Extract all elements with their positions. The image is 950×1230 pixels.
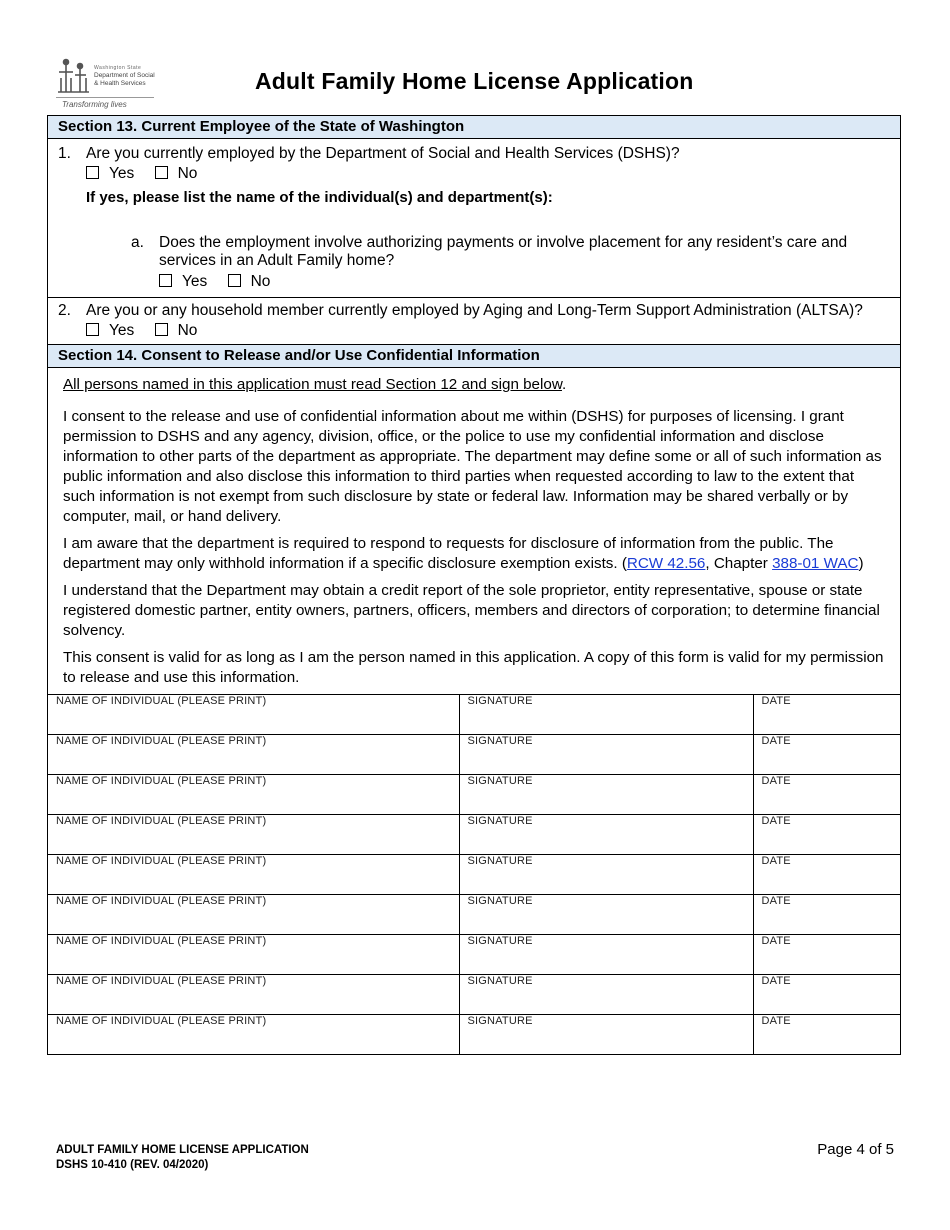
q2-no-checkbox[interactable] [155,323,168,336]
name-of-individual-field-label: NAME OF INDIVIDUAL (PLEASE PRINT) [56,735,267,747]
date-field[interactable] [753,975,900,1015]
signature-field-label: SIGNATURE [467,935,533,947]
name-of-individual-field[interactable] [48,695,459,735]
section-14-heading: Section 14. Consent to Release and/or Use Confidential Information [48,344,900,368]
page-title: Adult Family Home License Application [255,68,694,94]
name-of-individual-field-label: NAME OF INDIVIDUAL (PLEASE PRINT) [56,855,267,867]
consent-paragraph-2 [48,534,900,574]
date-field-label: DATE [761,935,791,947]
name-of-individual-field-label: NAME OF INDIVIDUAL (PLEASE PRINT) [56,935,267,947]
qa-no-checkbox[interactable] [228,274,241,287]
footer-form-info [56,1143,309,1173]
signature-field[interactable] [459,935,753,975]
q1-no-option[interactable] [155,165,198,183]
name-of-individual-field[interactable] [48,975,459,1015]
date-field[interactable] [753,935,900,975]
q1-list-prompt: If yes, please list the name of the individual(s) and department(s): [86,189,553,206]
q2-yes-label: Yes [109,322,135,339]
q2-no-option[interactable] [155,322,198,340]
name-of-individual-field-label: NAME OF INDIVIDUAL (PLEASE PRINT) [56,975,267,987]
consent-paragraph-3: I understand that the Department may obtain a credit report of the sole proprietor, entity representative, spouse or state registered domestic partner, entity owners, partners, officers, members and directors of corporation; to determine financial solvency. [63,582,880,639]
signature-row [48,855,900,895]
consent-paragraph-2-text: I am aware that the department is required to respond to requests for disclosure of information from the public. The department may only withhold information if a specific disclosure exemption exists. ( [63,535,834,572]
logo-state: Washington State [94,65,142,71]
qa-no-option[interactable] [228,273,271,291]
logo-text [94,64,155,88]
name-of-individual-field[interactable] [48,775,459,815]
date-field-label: DATE [761,855,791,867]
consent-paragraph-4: This consent is valid for as long as I am the person named in this application. A copy of this form is valid for my permission to release and use this information. [63,649,884,686]
question-2-number: 2. [58,302,71,319]
signature-field[interactable] [459,695,753,735]
date-field-label: DATE [761,895,791,907]
footer-form-number: DSHS 10-410 (REV. 04/2020) [56,1159,209,1171]
signature-field[interactable] [459,855,753,895]
dshs-logo-icon [56,58,92,96]
signature-field[interactable] [459,1015,753,1055]
question-2-text: Are you or any household member currently employed by Aging and Long-Term Support Administration (ALTSA)? [86,302,863,319]
logo-line-2: & Health Services [94,80,146,87]
signature-field[interactable] [459,735,753,775]
date-field[interactable] [753,775,900,815]
signature-field[interactable] [459,775,753,815]
signature-field-label: SIGNATURE [467,775,533,787]
date-field[interactable] [753,695,900,735]
footer-page-number: Page 4 of 5 [817,1141,894,1158]
signature-field-label: SIGNATURE [467,1015,533,1027]
consent-paragraph-2-mid: , Chapter [705,555,773,572]
name-of-individual-field-label: NAME OF INDIVIDUAL (PLEASE PRINT) [56,895,267,907]
logo-line-1: Department of Social [94,72,155,79]
q1-yes-checkbox[interactable] [86,166,99,179]
signature-field-label: SIGNATURE [467,815,533,827]
signature-row [48,975,900,1015]
date-field[interactable] [753,855,900,895]
signature-field-label: SIGNATURE [467,735,533,747]
signature-row [48,695,900,735]
date-field[interactable] [753,895,900,935]
sub-question-a-text: Does the employment involve authorizing payments or involve placement for any resident’s care and services in an Adult Family home? [159,234,848,269]
section-14-intro-end: . [561,376,567,393]
consent-paragraph-1: I consent to the release and use of confidential information about me within (DSHS) for purposes of licensing. I grant permission to DSHS and any agency, division, office, or the police to use my confidential information and disclose information to other parts of the department as appropriate. The department may define some or all of such information as public information and also disclose this information to third parties when requested according to law to the extent that such information is not exempt from such disclosure by state or federal law. Information may be shared verbally or by computer, mail, or hand delivery. [63,408,882,525]
signature-field-label: SIGNATURE [467,855,533,867]
q1-yes-label: Yes [109,165,135,182]
q1-list-answer-area[interactable] [86,206,900,234]
q2-no-label: No [177,322,198,339]
q2-yes-option[interactable] [86,322,134,340]
rcw-link[interactable]: RCW 42.56 [626,555,706,572]
section-14-intro-underlined: All persons named in this application must read Section 12 and sign below [63,376,562,393]
name-of-individual-field-label: NAME OF INDIVIDUAL (PLEASE PRINT) [56,775,267,787]
name-of-individual-field-label: NAME OF INDIVIDUAL (PLEASE PRINT) [56,815,267,827]
q2-yes-checkbox[interactable] [86,323,99,336]
consent-paragraph-2-end: ) [858,555,864,572]
signature-row [48,775,900,815]
q1-no-checkbox[interactable] [155,166,168,179]
date-field-label: DATE [761,735,791,747]
date-field-label: DATE [761,695,791,707]
footer-form-name: ADULT FAMILY HOME LICENSE APPLICATION [56,1144,309,1156]
section-13-heading: Section 13. Current Employee of the State of Washington [48,116,900,139]
q1-no-label: No [177,165,198,182]
signature-row [48,735,900,775]
qa-yes-option[interactable] [159,273,207,291]
date-field-label: DATE [761,775,791,787]
question-1-number: 1. [58,145,71,162]
sub-question-a-label: a. [131,234,144,251]
name-of-individual-field[interactable] [48,935,459,975]
signature-row [48,935,900,975]
signature-field-label: SIGNATURE [467,975,533,987]
application-form [47,115,901,1055]
signature-field-label: SIGNATURE [467,695,533,707]
signature-field-label: SIGNATURE [467,895,533,907]
signature-table-body [48,695,900,1055]
date-field-label: DATE [761,1015,791,1027]
q1-yes-option[interactable] [86,165,134,183]
logo-tagline: Transforming lives [62,100,127,109]
question-2 [48,297,900,344]
signature-field[interactable] [459,975,753,1015]
section-14-intro [48,375,900,395]
qa-yes-checkbox[interactable] [159,274,172,287]
date-field-label: DATE [761,975,791,987]
signature-table [48,694,900,1054]
question-1-text: Are you currently employed by the Department of Social and Health Services (DSHS)? [86,145,680,162]
date-field[interactable] [753,1015,900,1055]
qa-no-label: No [250,273,271,290]
signature-field[interactable] [459,815,753,855]
date-field[interactable] [753,735,900,775]
signature-row [48,1015,900,1055]
name-of-individual-field[interactable] [48,735,459,775]
date-field[interactable] [753,815,900,855]
date-field-label: DATE [761,815,791,827]
qa-yes-label: Yes [182,273,208,290]
name-of-individual-field[interactable] [48,855,459,895]
signature-row [48,815,900,855]
name-of-individual-field-label: NAME OF INDIVIDUAL (PLEASE PRINT) [56,695,267,707]
signature-row [48,895,900,935]
name-of-individual-field[interactable] [48,895,459,935]
name-of-individual-field-label: NAME OF INDIVIDUAL (PLEASE PRINT) [56,1015,267,1027]
wac-link[interactable]: 388-01 WAC [772,555,859,572]
logo-divider [56,97,154,98]
question-1 [48,139,900,297]
signature-field[interactable] [459,895,753,935]
name-of-individual-field[interactable] [48,1015,459,1055]
dshs-logo [56,58,156,112]
name-of-individual-field[interactable] [48,815,459,855]
